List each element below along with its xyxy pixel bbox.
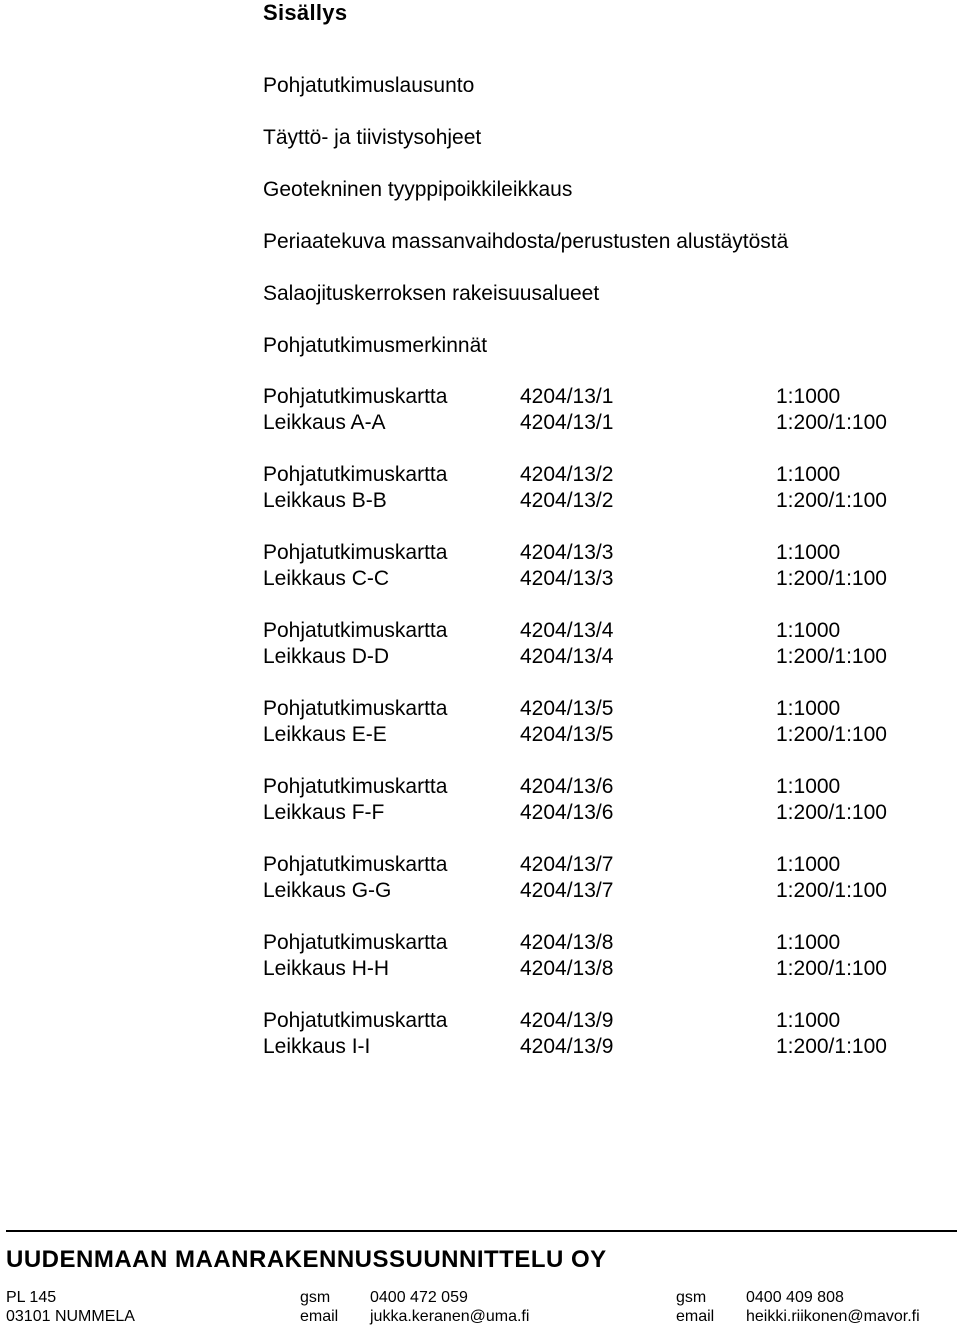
address-postal: 03101 NUMMELA [6, 1308, 135, 1325]
drawing-number: 4204/13/3 [520, 567, 614, 590]
drawing-number: 4204/13/9 [520, 1035, 614, 1058]
drawing-scale: 1:200/1:100 [776, 411, 887, 434]
drawing-name: Leikkaus C-C [263, 567, 390, 590]
drawing-number: 4204/13/2 [520, 489, 614, 512]
drawing-scale: 1:1000 [776, 463, 841, 486]
drawing-number: 4204/13/7 [520, 879, 614, 902]
drawing-scale: 1:1000 [776, 853, 841, 876]
drawing-number: 4204/13/6 [520, 775, 614, 798]
drawing-number: 4204/13/5 [520, 697, 614, 720]
drawing-scale: 1:200/1:100 [776, 1035, 887, 1058]
address-po-box: PL 145 [6, 1289, 57, 1306]
drawing-name: Pohjatutkimuskartta [263, 775, 448, 798]
drawing-name: Pohjatutkimuskartta [263, 931, 448, 954]
drawing-name: Pohjatutkimuskartta [263, 463, 448, 486]
drawing-name: Pohjatutkimuskartta [263, 541, 448, 564]
gsm-label: gsm [300, 1289, 331, 1306]
drawing-name: Leikkaus B-B [263, 489, 387, 512]
drawing-scale: 1:200/1:100 [776, 567, 887, 590]
section-item: Salaojituskerroksen rakeisuusalueet [263, 282, 600, 305]
drawing-number: 4204/13/1 [520, 411, 614, 434]
drawing-name: Leikkaus G-G [263, 879, 392, 902]
drawing-scale: 1:1000 [776, 385, 841, 408]
drawing-number: 4204/13/2 [520, 463, 614, 486]
section-item: Geotekninen tyyppipoikkileikkaus [263, 178, 573, 201]
drawing-scale: 1:1000 [776, 1009, 841, 1032]
drawing-name: Leikkaus F-F [263, 801, 385, 824]
drawing-scale: 1:1000 [776, 697, 841, 720]
drawing-scale: 1:200/1:100 [776, 645, 887, 668]
email-label: email [300, 1308, 339, 1325]
drawing-name: Leikkaus A-A [263, 411, 386, 434]
drawing-name: Pohjatutkimuskartta [263, 619, 448, 642]
drawing-number: 4204/13/5 [520, 723, 614, 746]
drawing-number: 4204/13/4 [520, 645, 614, 668]
drawing-scale: 1:200/1:100 [776, 801, 887, 824]
drawing-scale: 1:1000 [776, 619, 841, 642]
section-item: Pohjatutkimuslausunto [263, 74, 475, 97]
drawing-number: 4204/13/3 [520, 541, 614, 564]
drawing-number: 4204/13/4 [520, 619, 614, 642]
email-label: email [676, 1308, 715, 1325]
drawing-number: 4204/13/8 [520, 957, 614, 980]
drawing-scale: 1:200/1:100 [776, 489, 887, 512]
section-item: Täyttö- ja tiivistysohjeet [263, 126, 482, 149]
drawing-name: Leikkaus E-E [263, 723, 387, 746]
drawing-name: Pohjatutkimuskartta [263, 697, 448, 720]
drawing-scale: 1:1000 [776, 541, 841, 564]
gsm-number: 0400 409 808 [746, 1289, 844, 1306]
section-item: Pohjatutkimusmerkinnät [263, 334, 488, 357]
drawing-name: Pohjatutkimuskartta [263, 853, 448, 876]
email-link[interactable]: jukka.keranen@uma.fi [370, 1308, 530, 1325]
email-link[interactable]: heikki.riikonen@mavor.fi [746, 1308, 920, 1325]
drawing-scale: 1:200/1:100 [776, 879, 887, 902]
drawing-name: Pohjatutkimuskartta [263, 1009, 448, 1032]
drawing-number: 4204/13/8 [520, 931, 614, 954]
drawing-name: Leikkaus I-I [263, 1035, 371, 1058]
section-item: Periaatekuva massanvaihdosta/perustusten alustäytöstä [263, 230, 789, 253]
page-title: Sisällys [263, 0, 348, 25]
drawing-name: Leikkaus H-H [263, 957, 390, 980]
company-name: UUDENMAAN MAANRAKENNUSSUUNNITTELU OY [6, 1246, 607, 1273]
drawing-scale: 1:200/1:100 [776, 957, 887, 980]
drawing-number: 4204/13/9 [520, 1009, 614, 1032]
drawing-name: Pohjatutkimuskartta [263, 385, 448, 408]
drawing-number: 4204/13/6 [520, 801, 614, 824]
drawing-scale: 1:200/1:100 [776, 723, 887, 746]
footer-divider [6, 1230, 957, 1232]
drawing-name: Leikkaus D-D [263, 645, 390, 668]
gsm-number: 0400 472 059 [370, 1289, 468, 1306]
drawing-scale: 1:1000 [776, 775, 841, 798]
drawing-number: 4204/13/1 [520, 385, 614, 408]
drawing-number: 4204/13/7 [520, 853, 614, 876]
gsm-label: gsm [676, 1289, 707, 1306]
drawing-scale: 1:1000 [776, 931, 841, 954]
